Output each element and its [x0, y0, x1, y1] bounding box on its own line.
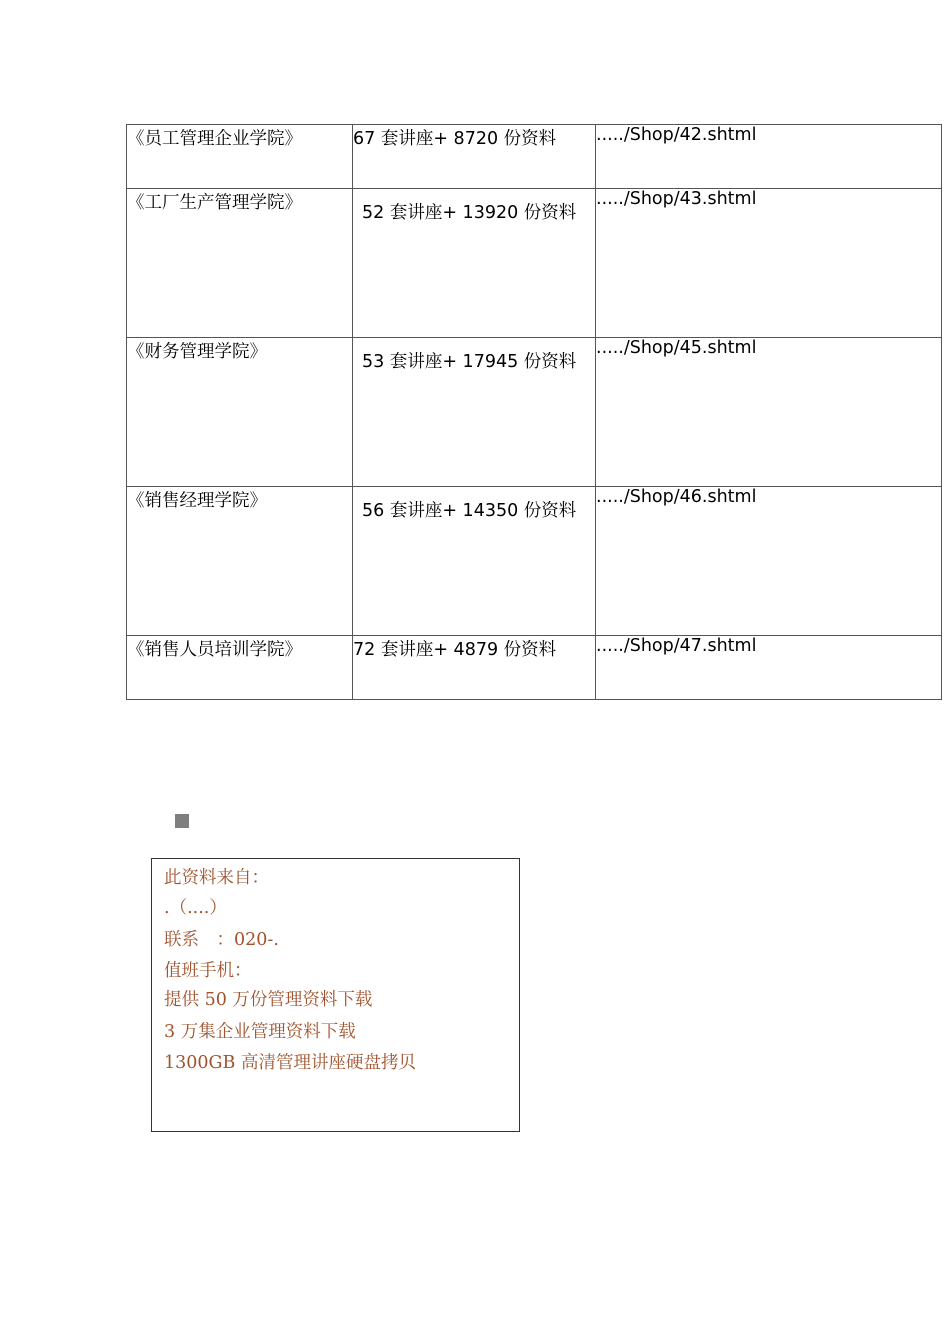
- course-name: 《工厂生产管理学院》: [127, 189, 353, 338]
- info-line-source: 此资料来自：: [164, 868, 269, 888]
- course-count: 52 套讲座+ 13920 份资料: [362, 203, 577, 223]
- course-count-cell: [353, 338, 596, 487]
- course-link[interactable]: ...../Shop/42.shtml: [596, 125, 942, 189]
- bullet-square-icon: [175, 814, 189, 828]
- course-count-cell: [353, 487, 596, 636]
- course-count: 67 套讲座+ 8720 份资料: [353, 125, 596, 189]
- table-row: [127, 636, 942, 700]
- table-row: [127, 189, 942, 338]
- course-table: [126, 124, 942, 700]
- info-box: [151, 858, 520, 1132]
- table-row: [127, 487, 942, 636]
- info-line-contact: 联系 ：020-.: [164, 930, 279, 950]
- info-line-mobile: 值班手机：: [164, 961, 252, 981]
- course-link[interactable]: ...../Shop/47.shtml: [596, 636, 942, 700]
- info-line-site: .（....）: [164, 898, 227, 918]
- info-line-offer-1: 提供 50 万份管理资料下载: [164, 990, 373, 1010]
- info-line-offer-3: 1300GB 高清管理讲座硬盘拷贝: [164, 1053, 416, 1073]
- course-count-cell: [353, 189, 596, 338]
- course-name: 《员工管理企业学院》: [127, 125, 353, 189]
- course-count: 56 套讲座+ 14350 份资料: [362, 501, 577, 521]
- course-link[interactable]: ...../Shop/43.shtml: [596, 189, 942, 338]
- info-line-offer-2: 3 万集企业管理资料下载: [164, 1022, 356, 1042]
- course-count: 72 套讲座+ 4879 份资料: [353, 636, 596, 700]
- course-count: 53 套讲座+ 17945 份资料: [362, 352, 577, 372]
- table-row: [127, 338, 942, 487]
- course-name: 《销售经理学院》: [127, 487, 353, 636]
- course-name: 《销售人员培训学院》: [127, 636, 353, 700]
- course-link[interactable]: ...../Shop/46.shtml: [596, 487, 942, 636]
- course-name: 《财务管理学院》: [127, 338, 353, 487]
- course-link[interactable]: ...../Shop/45.shtml: [596, 338, 942, 487]
